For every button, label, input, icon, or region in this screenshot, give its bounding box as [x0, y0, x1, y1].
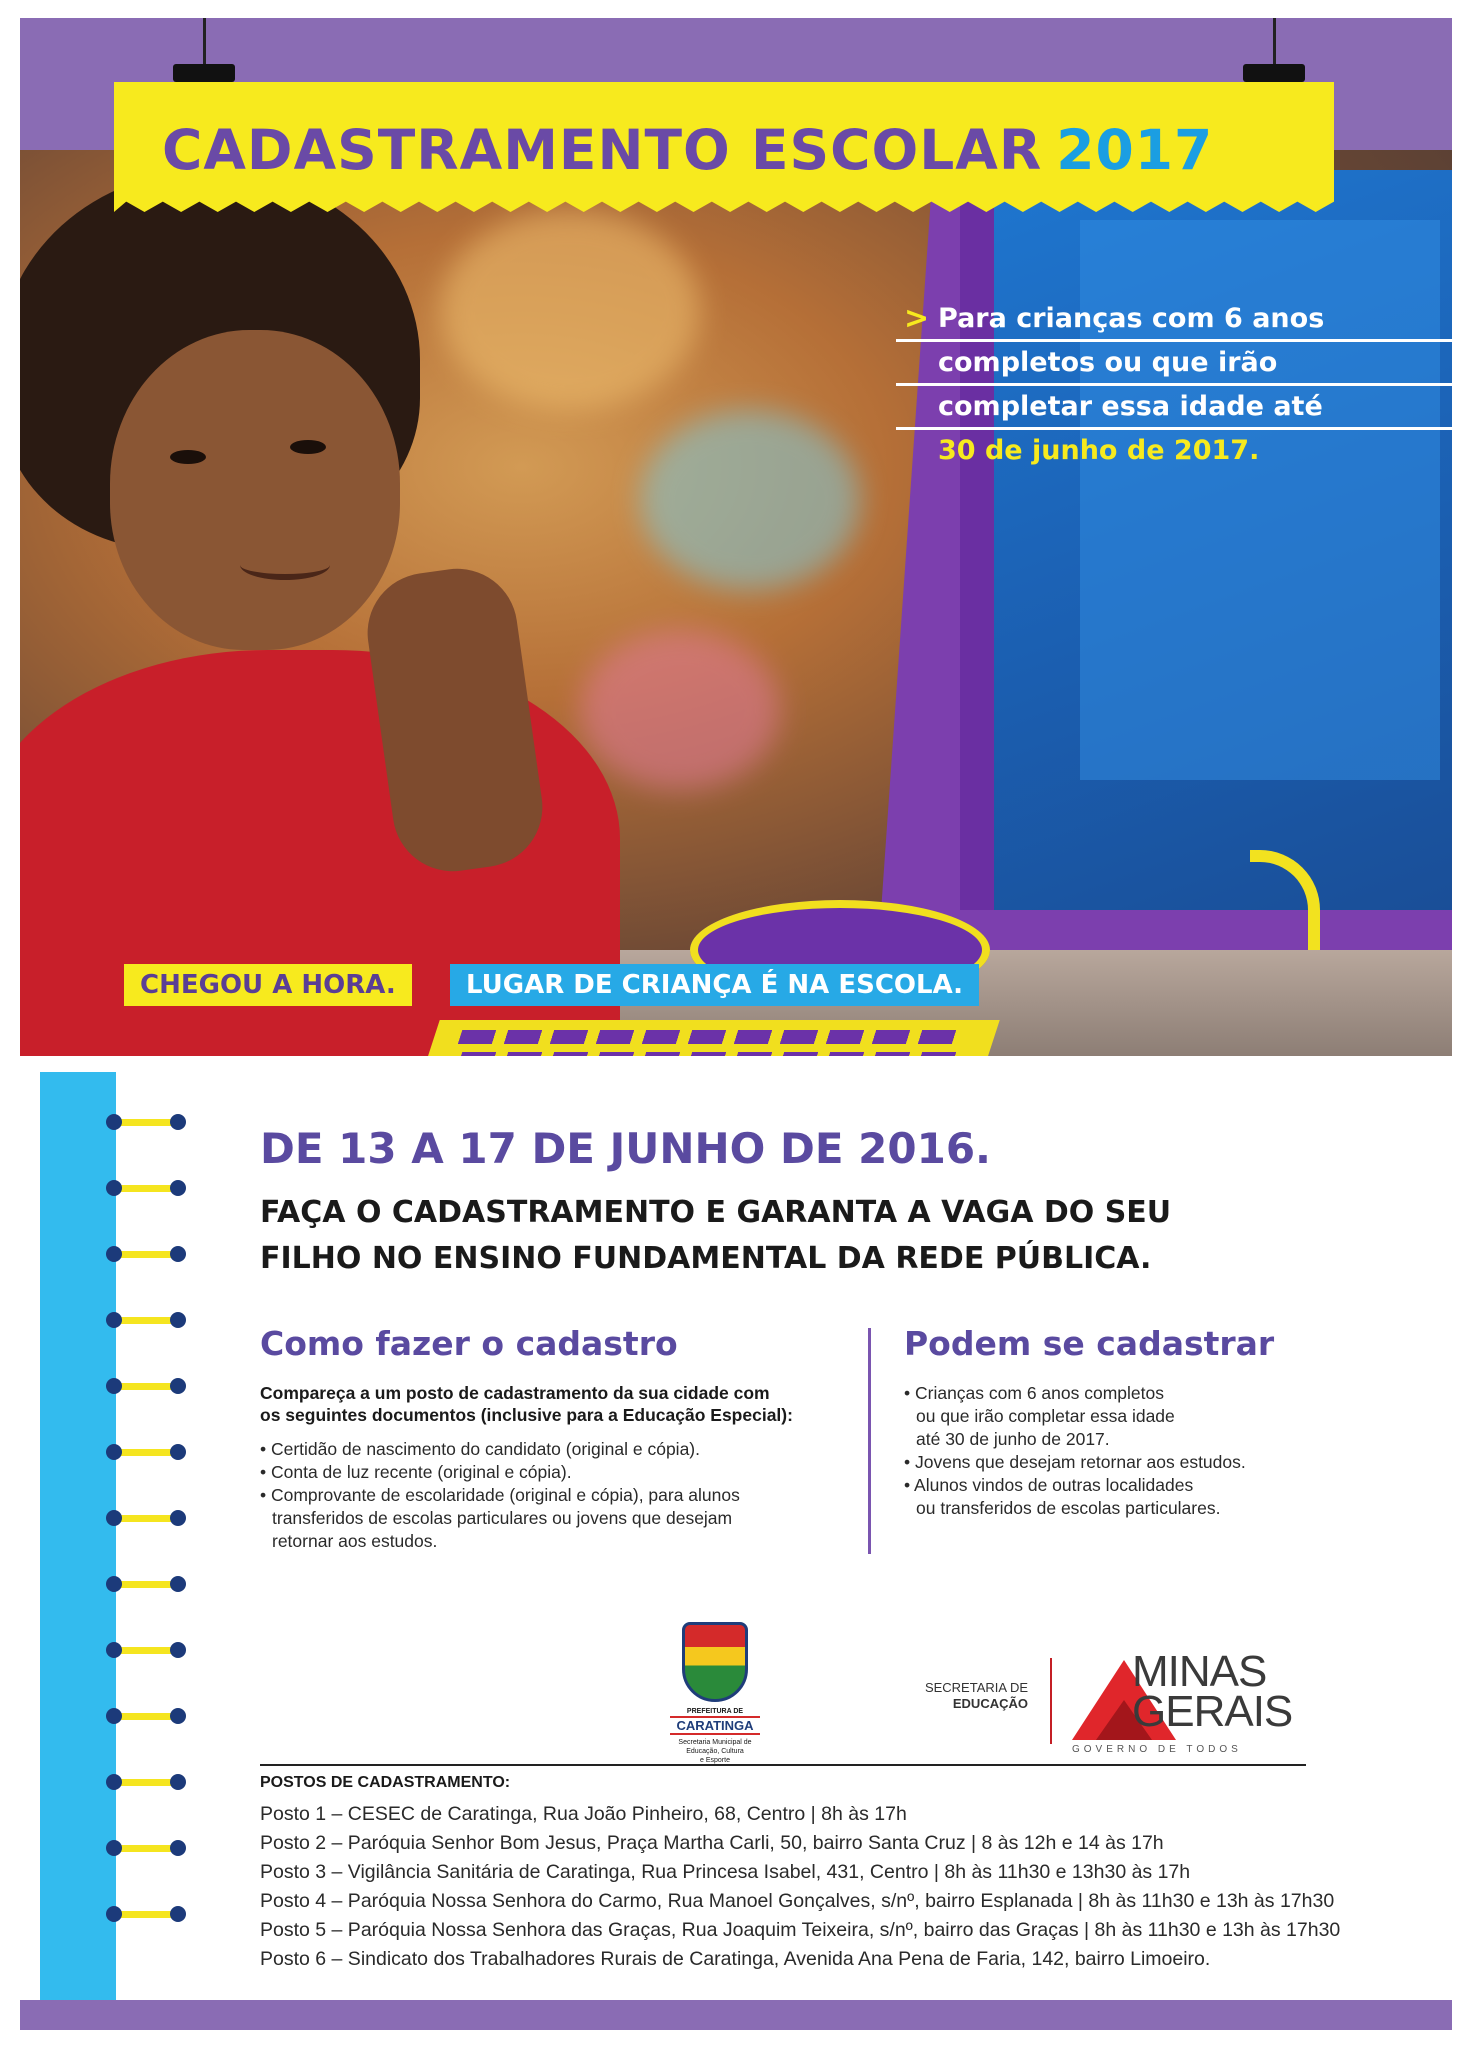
eligible-list — [904, 1382, 1246, 1520]
list-item: transferidos de escolas particulares ou jovens que desejam — [272, 1508, 733, 1528]
intro-line: Compareça a um posto de cadastramento da sua cidade com — [260, 1383, 770, 1403]
notebook-spine — [40, 1072, 116, 2000]
cta-line: FAÇA O CADASTRAMENTO E GARANTA A VAGA DO SEU — [260, 1195, 1172, 1230]
slogan-part-a: CHEGOU A HORA. — [124, 964, 412, 1006]
spiral-ring-icon — [106, 1840, 186, 1856]
secretaria-strong: EDUCAÇÃO — [952, 1696, 1028, 1711]
girl-eye — [170, 450, 206, 464]
chevron-right-icon: > — [904, 301, 930, 336]
post-item: Posto 3 – Vigilância Sanitária de Caratinga, Rua Princesa Isabel, 431, Centro | 8h às 11h30 e 13h30 às 17h — [260, 1861, 1191, 1883]
spiral-ring-icon — [106, 1180, 186, 1196]
girl-eye — [290, 440, 326, 454]
secretaria-line — [898, 1696, 1028, 1712]
how-to-intro — [260, 1382, 793, 1426]
intro-line: os seguintes documentos (inclusive para a Educação Especial): — [260, 1405, 793, 1425]
state-name-line: GERAIS — [1132, 1687, 1293, 1736]
section-rule — [260, 1764, 1306, 1766]
city-name: CARATINGA — [670, 1716, 760, 1735]
age-line — [896, 298, 1452, 342]
hero-photo — [20, 150, 1452, 1056]
list-item: até 30 de junho de 2017. — [916, 1429, 1110, 1449]
list-item: • Jovens que desejam retornar aos estudos. — [904, 1452, 1246, 1472]
post-item: Posto 5 – Paróquia Nossa Senhora das Graças, Rua Joaquim Teixeira, s/nº, bairro das Graças | 8h às 11h30 e 13h às 17h30 — [260, 1919, 1341, 1941]
city-prefix: PREFEITURA DE — [686, 1708, 744, 1715]
keyboard-keys — [458, 1052, 963, 1056]
list-item: • Comprovante de escolaridade (original e cópia), para alunos — [260, 1485, 740, 1505]
how-to-list — [260, 1438, 740, 1553]
bokeh-light — [440, 210, 700, 410]
registration-dates: DE 13 A 17 DE JUNHO DE 2016. — [260, 1124, 992, 1173]
binder-clip-icon — [1243, 64, 1305, 82]
list-item: retornar aos estudos. — [272, 1531, 438, 1551]
title-year: 2017 — [1056, 118, 1214, 182]
list-item: • Certidão de nascimento do candidato (original e cópia). — [260, 1439, 700, 1459]
bokeh-light — [640, 410, 860, 590]
how-to-title: Como fazer o cadastro — [260, 1324, 678, 1363]
state-tagline: GOVERNO DE TODOS — [1072, 1744, 1242, 1755]
slogan-part-b: LUGAR DE CRIANÇA É NA ESCOLA. — [450, 964, 979, 1006]
city-dept-line: e Esporte — [700, 1757, 730, 1764]
call-to-action — [260, 1190, 1360, 1282]
logo-divider — [1050, 1658, 1052, 1744]
spiral-ring-icon — [106, 1906, 186, 1922]
list-item: ou que irão completar essa idade — [916, 1406, 1175, 1426]
list-item: ou transferidos de escolas particulares. — [916, 1498, 1221, 1518]
spiral-ring-icon — [106, 1246, 186, 1262]
list-item: • Alunos vindos de outras localidades — [904, 1475, 1194, 1495]
page-title — [162, 118, 1213, 182]
spiral-ring-icon — [106, 1642, 186, 1658]
secretaria-label — [898, 1680, 1028, 1712]
caratinga-logo — [670, 1622, 760, 1772]
age-text: completar essa idade até — [938, 391, 1323, 422]
bottom-band — [20, 2000, 1452, 2030]
keyboard-keys — [458, 1030, 963, 1044]
list-item: • Crianças com 6 anos completos — [904, 1383, 1164, 1403]
girl-smile — [240, 550, 330, 580]
age-deadline-text: 30 de junho de 2017. — [938, 435, 1260, 466]
state-name-line: MINAS — [1132, 1647, 1267, 1696]
age-statement — [896, 298, 1452, 474]
city-dept-line: Secretaria Municipal de — [678, 1739, 752, 1746]
city-department — [670, 1738, 760, 1765]
secretaria-line: SECRETARIA DE — [924, 1680, 1028, 1695]
spiral-ring-icon — [106, 1510, 186, 1526]
spiral-ring-icon — [106, 1774, 186, 1790]
spiral-ring-icon — [106, 1378, 186, 1394]
binder-clip-icon — [173, 64, 235, 82]
spiral-ring-icon — [106, 1708, 186, 1724]
hanger-wire — [1273, 18, 1276, 66]
age-text: completos ou que irão — [938, 347, 1278, 378]
posts-list — [260, 1800, 1340, 1974]
bokeh-light — [580, 630, 780, 790]
spiral-ring-icon — [106, 1444, 186, 1460]
post-item: Posto 6 – Sindicato dos Trabalhadores Rurais de Caratinga, Avenida Ana Pena de Faria, 142, bairro Limoeiro. — [260, 1948, 1211, 1970]
cta-line: FILHO NO ENSINO FUNDAMENTAL DA REDE PÚBLICA. — [260, 1241, 1152, 1276]
title-label: CADASTRAMENTO ESCOLAR — [162, 118, 1043, 182]
age-line — [896, 342, 1452, 386]
age-line — [896, 386, 1452, 430]
post-item: Posto 2 – Paróquia Senhor Bom Jesus, Praça Martha Carli, 50, bairro Santa Cruz | 8 às 12h e 14 às 17h — [260, 1832, 1164, 1854]
age-text: Para crianças com 6 anos — [938, 303, 1325, 334]
column-divider — [868, 1328, 871, 1554]
minas-gerais-logo — [1132, 1647, 1293, 1736]
posts-title: POSTOS DE CADASTRAMENTO: — [260, 1774, 511, 1791]
spiral-ring-icon — [106, 1114, 186, 1130]
spiral-ring-icon — [106, 1576, 186, 1592]
post-item: Posto 1 – CESEC de Caratinga, Rua João Pinheiro, 68, Centro | 8h às 17h — [260, 1803, 907, 1825]
spiral-ring-icon — [106, 1312, 186, 1328]
poster — [20, 18, 1452, 2030]
hanger-wire — [203, 18, 206, 66]
list-item: • Conta de luz recente (original e cópia). — [260, 1462, 572, 1482]
girl-face — [110, 330, 400, 650]
city-dept-line: Educação, Cultura — [686, 1748, 744, 1755]
post-item: Posto 4 – Paróquia Nossa Senhora do Carmo, Rua Manoel Gonçalves, s/nº, bairro Esplanada | 8h às 11h30 e 13h às 17h30 — [260, 1890, 1335, 1912]
eligible-title: Podem se cadastrar — [904, 1324, 1275, 1363]
city-crest-icon — [682, 1622, 748, 1702]
age-deadline — [896, 430, 1452, 474]
